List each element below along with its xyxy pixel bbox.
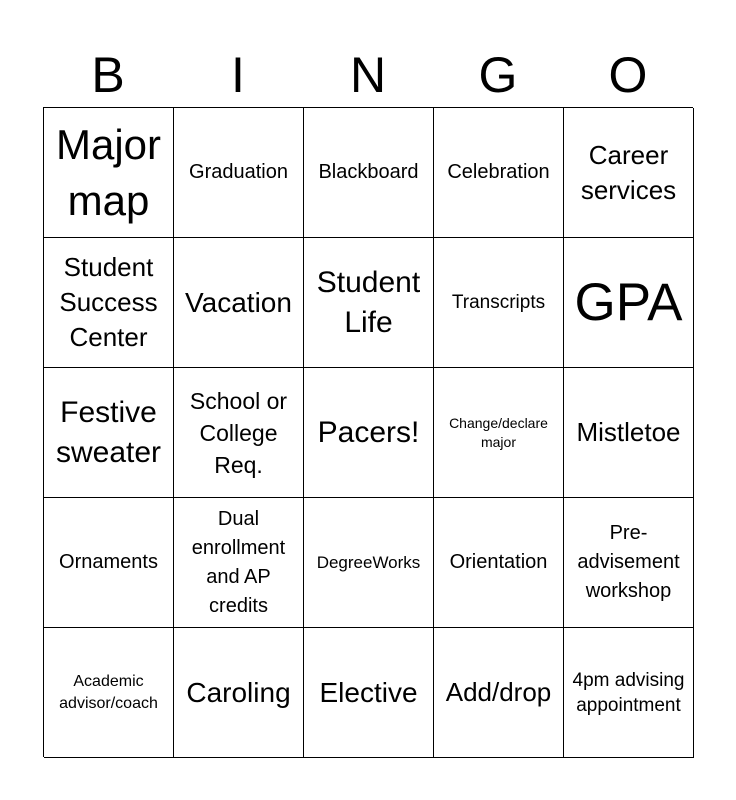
bingo-cell[interactable] [304,498,434,628]
bingo-card-grid [43,107,693,757]
bingo-cell[interactable] [304,238,434,368]
cell-label: Student Life [316,265,421,339]
cell-label: Festive sweater [55,395,162,469]
cell-label: Graduation [189,161,288,183]
cell-label: Orientation [449,551,548,573]
bingo-cell[interactable] [564,108,694,238]
bingo-header [43,44,693,106]
cell-label: Change/declare major [449,414,548,450]
bingo-cell[interactable] [44,498,174,628]
cell-label: Mistletoe [576,417,681,447]
cell-label: Major map [55,120,162,224]
bingo-cell[interactable] [44,368,174,498]
cell-label: Student Success Center [59,252,158,352]
cell-label: Academic advisor/coach [59,672,158,712]
bingo-cell[interactable] [434,498,564,628]
bingo-cell[interactable] [174,108,304,238]
cell-label: Add/drop [445,677,552,707]
cell-label: Caroling [186,676,291,708]
cell-label: Dual enrollment and AP credits [191,507,286,617]
bingo-cell[interactable] [44,628,174,758]
cell-label: Pacers! [317,415,420,449]
cell-label: Blackboard [318,161,419,183]
bingo-cell[interactable] [434,628,564,758]
cell-label: GPA [574,272,683,332]
bingo-cell[interactable] [174,368,304,498]
bingo-cell[interactable] [304,368,434,498]
cell-label: Vacation [185,286,292,318]
bingo-cell[interactable] [564,628,694,758]
cell-label: Celebration [447,161,550,183]
cell-label: 4pm advising appointment [572,669,685,716]
header-letter-g: G [478,47,518,103]
bingo-cell[interactable] [564,368,694,498]
header-letter-o: O [608,47,648,103]
bingo-cell[interactable] [434,368,564,498]
bingo-cell[interactable] [564,238,694,368]
cell-label: Ornaments [59,551,158,573]
header-letter-i: I [231,47,245,103]
bingo-cell[interactable] [434,108,564,238]
bingo-cell[interactable] [44,238,174,368]
bingo-cell[interactable] [434,238,564,368]
bingo-cell[interactable] [174,628,304,758]
bingo-cell[interactable] [174,498,304,628]
header-letter-b: B [91,47,125,103]
cell-label: Elective [319,676,418,708]
bingo-cell[interactable] [44,108,174,238]
header-letter-n: N [349,47,387,103]
cell-label: DegreeWorks [316,552,421,572]
bingo-cell[interactable] [304,628,434,758]
cell-label: Career services [580,139,677,205]
cell-label: Transcripts [451,292,546,313]
cell-label: Pre-advisement workshop [577,522,680,602]
bingo-cell[interactable] [304,108,434,238]
cell-label: School or College Req. [189,387,288,478]
bingo-cell[interactable] [564,498,694,628]
bingo-cell[interactable] [174,238,304,368]
